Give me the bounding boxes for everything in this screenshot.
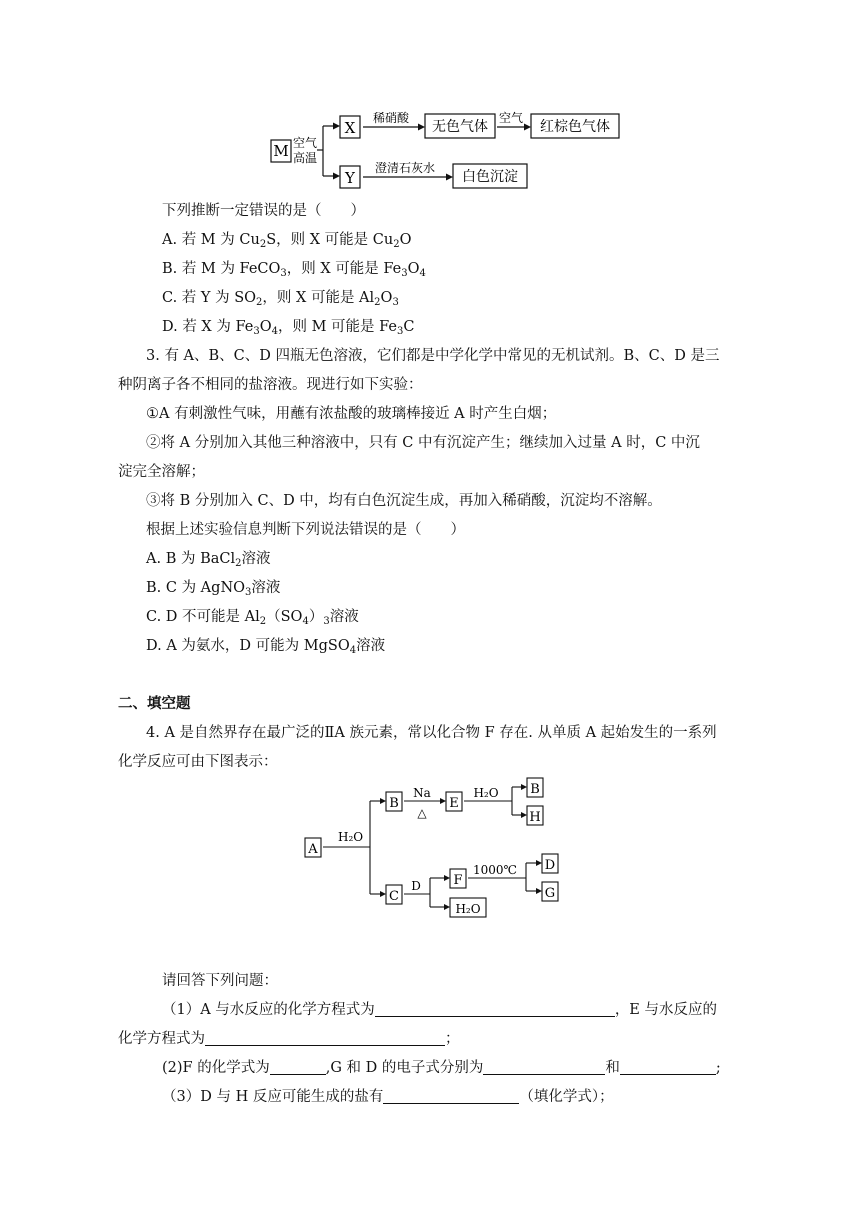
q2-prompt: 下列推断一定错误的是（ ） — [162, 203, 365, 219]
diagram2-d-label: D — [411, 879, 421, 893]
q3-exp3: ③将 B 分别加入 C、D 中，均有白色沉淀生成，再加入稀硝酸，沉淀均不溶解。 — [146, 493, 662, 509]
diagram2-na: Na — [413, 786, 431, 800]
section-heading: 二、填空题 — [118, 696, 191, 712]
diagram1-y: Y — [345, 169, 355, 187]
q3-prompt: 根据上述实验信息判断下列说法错误的是（ ） — [146, 522, 465, 538]
q3-exp2b: 淀完全溶解； — [118, 464, 205, 480]
diagram2-d: D — [544, 858, 556, 873]
q4-line2: 化学反应可由下图表示： — [118, 754, 278, 770]
diagram1-red-gas: 红棕色气体 — [540, 119, 610, 135]
diagram2-e: E — [449, 796, 459, 811]
diagram2-a: A — [308, 842, 318, 857]
diagram1-reagent-x: 稀硝酸 — [372, 111, 410, 125]
q3-exp2a: ②将 A 分别加入其他三种溶液中，只有 C 中有沉淀产生；继续加入过量 A 时，C 中沉 — [146, 435, 700, 451]
q2-option-d: D. 若 X 为 $Fe_3O_4$，则 M 可能是 $Fe_3C$ — [162, 319, 415, 337]
q4-sub3: （3）D 与 H 反应可能生成的盐有 （填化学式）； — [162, 1089, 614, 1105]
diagram2-h: H — [529, 810, 541, 825]
diagram2-g: G — [544, 886, 556, 901]
q3-line1: 3. 有 A、B、C、D 四瓶无色溶液，它们都是中学化学中常见的无机试剂。B、C、D 是三 — [146, 348, 720, 364]
q4-sub2: (2)F 的化学式为 ,G 和 D 的电子式分别为 和 ; — [162, 1060, 721, 1076]
diagram2-f: F — [453, 873, 463, 888]
q4-ask: 请回答下列问题： — [162, 973, 278, 989]
reaction-diagram-2 — [300, 770, 570, 920]
answer-blank[interactable] — [620, 1060, 716, 1075]
answer-blank[interactable] — [483, 1060, 605, 1075]
q2-option-b: B. 若 M 为 FeCO$_3$，则 X 可能是 $Fe_3O_4$ — [162, 261, 426, 279]
q3-line2: 种阴离子各不相同的盐溶液。现进行如下实验： — [118, 377, 423, 393]
q4-sub1-line2: 化学方程式为 ； — [118, 1031, 460, 1047]
q3-option-c: C. D 不可能是 $Al_2(SO_4)_3$溶液 — [146, 609, 359, 627]
answer-blank[interactable] — [375, 1002, 615, 1017]
answer-blank[interactable] — [205, 1031, 445, 1046]
diagram1-m: M — [273, 142, 289, 160]
diagram1-reagent-y: 澄清石灰水 — [374, 161, 436, 175]
q4-sub1-line1: （1）A 与水反应的化学方程式为 ，E 与水反应的 — [162, 1002, 718, 1018]
answer-blank[interactable] — [270, 1060, 326, 1075]
diagram1-product-gas: 无色气体 — [432, 119, 488, 135]
diagram2-c: C — [389, 889, 399, 904]
q3-exp1: ①A 有刺激性气味，用蘸有浓盐酸的玻璃棒接近 A 时产生白烟； — [146, 406, 557, 422]
diagram2-h2o-f: H₂O — [455, 902, 481, 916]
q2-option-a: A. 若 M 为 $Cu_2S$，则 X 可能是 $Cu_2O$ — [162, 232, 412, 250]
diagram2-h2o-e: H₂O — [473, 786, 499, 800]
q3-option-d: D. A 为氨水，D 可能为 MgSO$_4$溶液 — [146, 638, 386, 656]
diagram1-x: X — [344, 119, 356, 137]
q2-option-c: C. 若 Y 为 $SO_2$，则 X 可能是 $Al_2O_3$ — [162, 290, 399, 308]
diagram1-cond-bottom: 高温 — [293, 151, 318, 165]
diagram2-b2: B — [530, 782, 540, 797]
diagram1-white-ppt: 白色沉淀 — [462, 169, 518, 185]
diagram2-b: B — [389, 796, 399, 811]
q4-line1: 4. A 是自然界存在最广泛的ⅡA 族元素，常以化合物 F 存在. 从单质 A 起始发生的一系列 — [146, 725, 717, 741]
diagram1-cond-top: 空气 — [293, 136, 318, 150]
answer-blank[interactable] — [383, 1089, 519, 1104]
diagram1-air: 空气 — [498, 111, 524, 125]
q3-option-b: B. C 为 AgNO$_3$溶液 — [146, 580, 281, 598]
reaction-diagram-1 — [265, 110, 625, 192]
diagram2-temp: 1000℃ — [473, 863, 517, 877]
diagram2-h2o-a: H₂O — [338, 830, 364, 844]
diagram2-heat: △ — [417, 806, 427, 820]
q3-option-a: A. B 为 BaCl$_2$溶液 — [146, 551, 271, 569]
